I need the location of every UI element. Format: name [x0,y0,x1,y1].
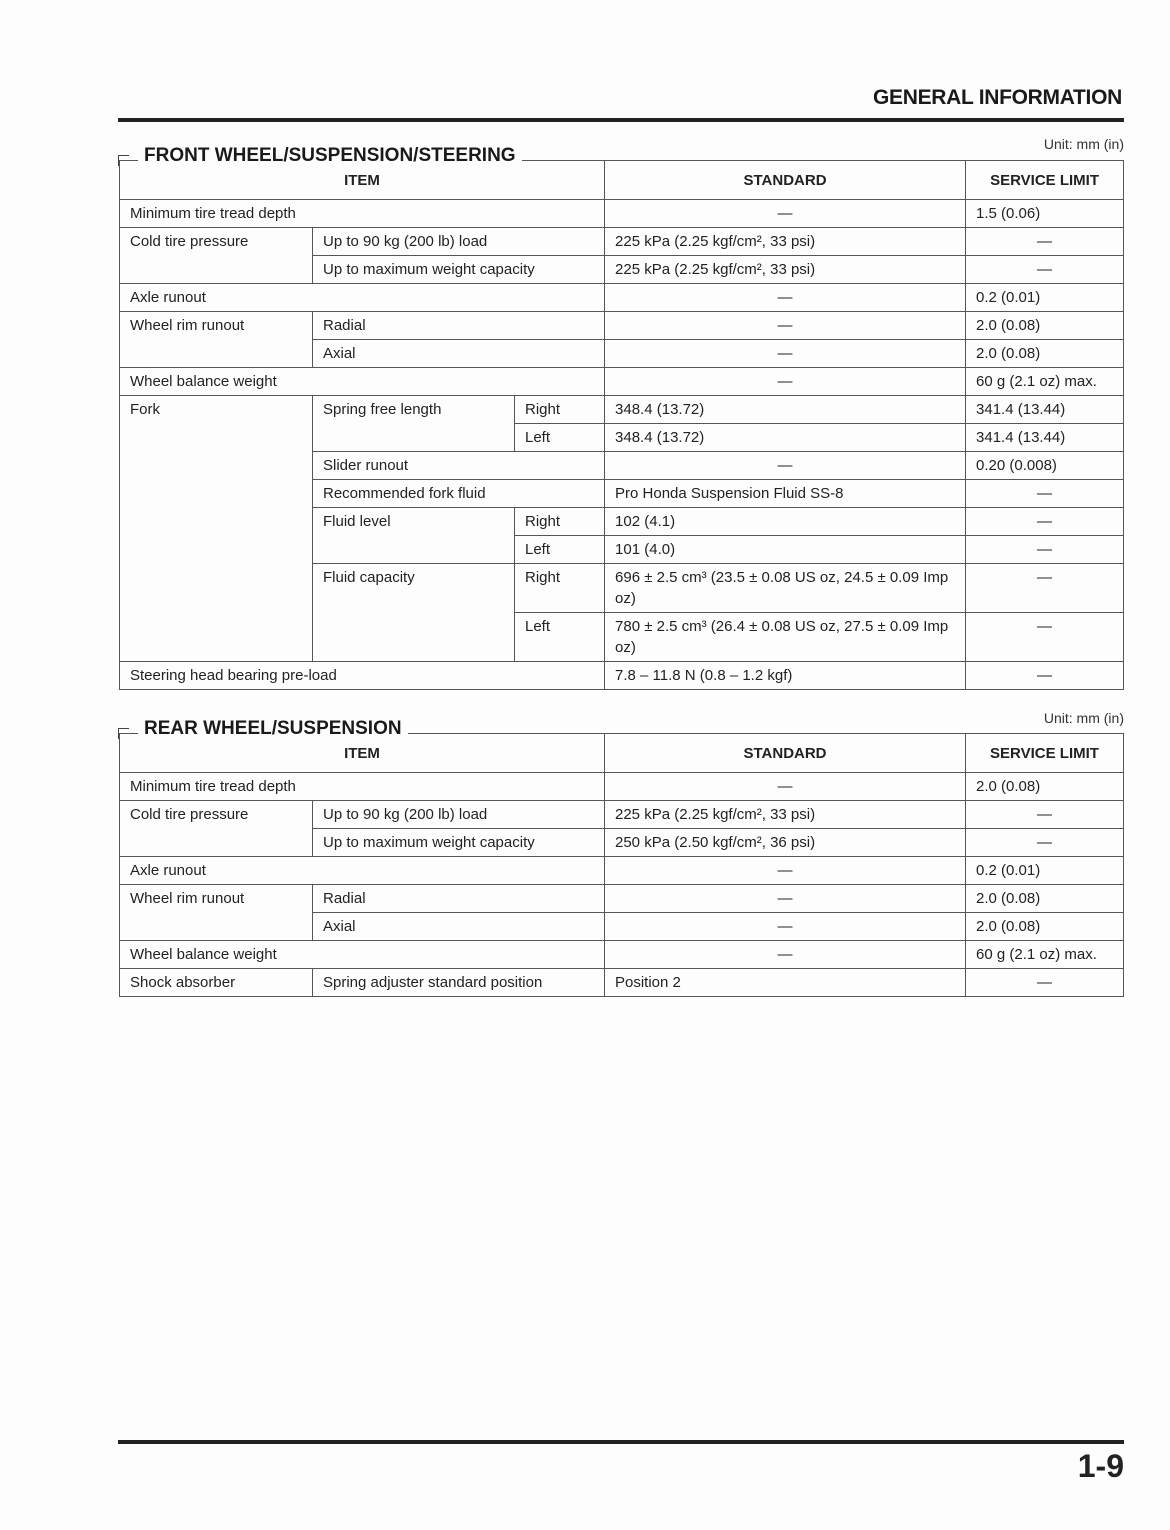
table-cell: Axle runout [120,857,605,885]
table-cell: — [966,564,1124,613]
table-cell: Wheel rim runout [120,312,313,368]
table-cell: Steering head bearing pre-load [120,662,605,690]
table-cell: — [966,228,1124,256]
table-row [120,312,1124,340]
table-cell: — [966,801,1124,829]
table-row [120,200,1124,228]
table-row [120,396,1124,424]
table-cell: 225 kPa (2.25 kgf/cm², 33 psi) [605,256,966,284]
table-cell: — [966,829,1124,857]
table-cell: Recommended fork fluid [313,480,605,508]
table-cell: — [966,508,1124,536]
table-cell: — [605,885,966,913]
table-row [120,857,1124,885]
table-cell: — [605,913,966,941]
table-cell: 348.4 (13.72) [605,424,966,452]
column-header-service-limit: SERVICE LIMIT [966,734,1124,773]
table-cell: — [605,773,966,801]
table-cell: — [605,312,966,340]
table-cell: 225 kPa (2.25 kgf/cm², 33 psi) [605,801,966,829]
table-cell: — [605,452,966,480]
table-cell: 1.5 (0.06) [966,200,1124,228]
table-cell: 2.0 (0.08) [966,340,1124,368]
table-cell: Up to 90 kg (200 lb) load [313,228,605,256]
table-cell: 60 g (2.1 oz) max. [966,941,1124,969]
table-cell: — [605,200,966,228]
table-cell: 2.0 (0.08) [966,773,1124,801]
table-cell: 2.0 (0.08) [966,885,1124,913]
table-cell: — [966,536,1124,564]
table-cell: — [966,480,1124,508]
table-cell: 225 kPa (2.25 kgf/cm², 33 psi) [605,228,966,256]
table-cell: — [605,857,966,885]
header-rule [118,118,1124,122]
table-cell: Right [515,564,605,613]
table-cell: 7.8 – 11.8 N (0.8 – 1.2 kgf) [605,662,966,690]
table-cell: — [605,941,966,969]
table-row [120,969,1124,997]
table-cell: Left [515,424,605,452]
table-cell: Fluid level [313,508,515,564]
table-cell: Axle runout [120,284,605,312]
table-cell: 101 (4.0) [605,536,966,564]
table-cell: Fluid capacity [313,564,515,662]
table-cell: Spring free length [313,396,515,452]
table-cell: — [966,662,1124,690]
table-cell: 348.4 (13.72) [605,396,966,424]
table-cell: Shock absorber [120,969,313,997]
table-cell: Axial [313,913,605,941]
table-cell: — [966,969,1124,997]
table-cell: 0.2 (0.01) [966,284,1124,312]
table-cell: Axial [313,340,605,368]
column-header-service-limit: SERVICE LIMIT [966,161,1124,200]
front-unit-label: Unit: mm (in) [1043,136,1124,152]
table-row [120,801,1124,829]
section-header: GENERAL INFORMATION [872,86,1122,109]
rear-unit-label: Unit: mm (in) [1043,710,1124,726]
table-cell: Wheel balance weight [120,941,605,969]
table-row [120,662,1124,690]
table-cell: — [605,340,966,368]
table-cell: Minimum tire tread depth [120,773,605,801]
table-cell: Position 2 [605,969,966,997]
rear-section-title: REAR WHEEL/SUSPENSION [138,718,408,740]
table-cell: Left [515,613,605,662]
table-cell: Pro Honda Suspension Fluid SS-8 [605,480,966,508]
table-row [120,941,1124,969]
table-row [120,228,1124,256]
table-cell: Up to 90 kg (200 lb) load [313,801,605,829]
column-header-item: ITEM [120,161,605,200]
table-cell: 696 ± 2.5 cm³ (23.5 ± 0.08 US oz, 24.5 ± 0.09 Imp oz) [605,564,966,613]
table-cell: Left [515,536,605,564]
table-cell: 0.20 (0.008) [966,452,1124,480]
table-cell: Minimum tire tread depth [120,200,605,228]
front-spec-table [119,160,1124,690]
table-cell: — [605,368,966,396]
footer-rule [118,1440,1124,1444]
table-cell: Up to maximum weight capacity [313,256,605,284]
table-cell: Radial [313,312,605,340]
rear-spec-table [119,733,1124,997]
table-cell: 60 g (2.1 oz) max. [966,368,1124,396]
page-number: 1-9 [1077,1448,1124,1484]
table-cell: Fork [120,396,313,662]
column-header-item: ITEM [120,734,605,773]
table-cell: Cold tire pressure [120,801,313,857]
table-cell: 2.0 (0.08) [966,312,1124,340]
table-cell: 250 kPa (2.50 kgf/cm², 36 psi) [605,829,966,857]
column-header-standard: STANDARD [605,734,966,773]
table-cell: Spring adjuster standard position [313,969,605,997]
table-cell: Wheel balance weight [120,368,605,396]
column-header-standard: STANDARD [605,161,966,200]
table-row [120,284,1124,312]
table-cell: 341.4 (13.44) [966,424,1124,452]
table-cell: — [966,256,1124,284]
table-cell: Right [515,508,605,536]
table-row [120,368,1124,396]
table-cell: Cold tire pressure [120,228,313,284]
table-cell: 102 (4.1) [605,508,966,536]
table-cell: Radial [313,885,605,913]
table-cell: 780 ± 2.5 cm³ (26.4 ± 0.08 US oz, 27.5 ± 0.09 Imp oz) [605,613,966,662]
table-cell: Wheel rim runout [120,885,313,941]
table-cell: Slider runout [313,452,605,480]
front-section-title: FRONT WHEEL/SUSPENSION/STEERING [138,145,522,167]
table-cell: 0.2 (0.01) [966,857,1124,885]
table-cell: — [966,613,1124,662]
table-row [120,885,1124,913]
table-cell: 2.0 (0.08) [966,913,1124,941]
table-cell: 341.4 (13.44) [966,396,1124,424]
table-cell: Right [515,396,605,424]
table-cell: — [605,284,966,312]
table-cell: Up to maximum weight capacity [313,829,605,857]
table-row [120,773,1124,801]
